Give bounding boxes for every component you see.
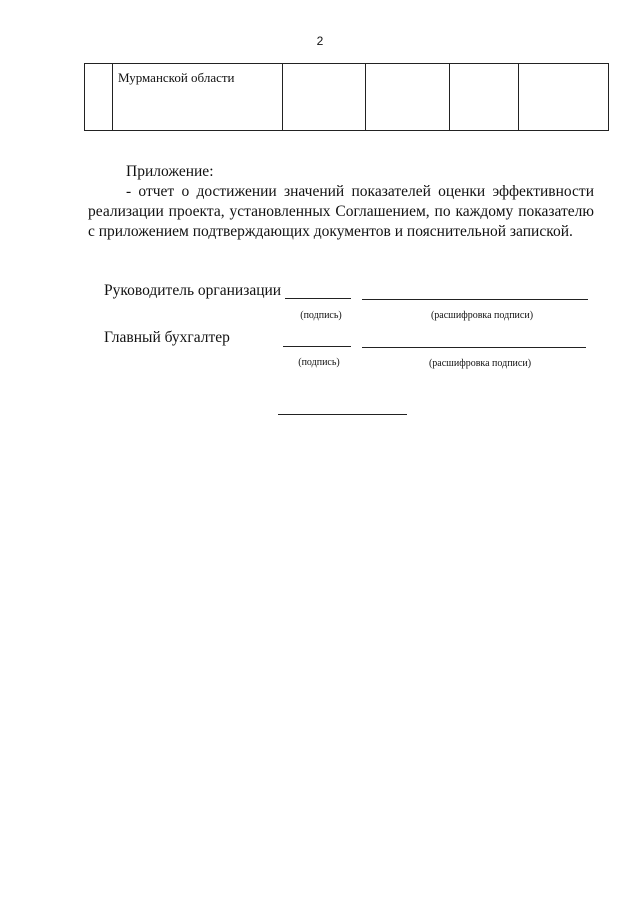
- accountant-signature-line: [283, 346, 351, 347]
- head-decoding-caption: (расшифровка подписи): [430, 310, 534, 321]
- table-row: [85, 64, 609, 131]
- head-label: Руководитель организации: [104, 282, 282, 299]
- accountant-signature-caption: (подпись): [298, 357, 340, 368]
- table-cell-region: Мурманской области: [113, 64, 283, 131]
- page-number: 2: [316, 34, 324, 48]
- head-signature-caption: (подпись): [300, 310, 342, 321]
- table-fragment: [84, 63, 609, 131]
- appendix-text: - отчет о достижении значений показателей оценки эффективности реализации проекта, установленных Соглашением, по каждому показателю с приложением подтверждающих документов и пояснительной запиской.: [88, 183, 594, 240]
- accountant-decoding-caption: (расшифровка подписи): [428, 358, 532, 369]
- head-signature-line: [285, 298, 351, 299]
- table-cell-empty: [519, 64, 609, 131]
- table-cell-number: [85, 64, 113, 131]
- accountant-decoding-line: [362, 347, 586, 348]
- head-decoding-line: [362, 299, 588, 300]
- table-cell-empty: [450, 64, 519, 131]
- accountant-label: Главный бухгалтер: [104, 329, 230, 346]
- appendix-title: Приложение:: [126, 163, 214, 180]
- table-cell-empty: [366, 64, 450, 131]
- closing-divider: [278, 414, 407, 415]
- table-cell-empty: [283, 64, 366, 131]
- appendix-block: [88, 162, 594, 242]
